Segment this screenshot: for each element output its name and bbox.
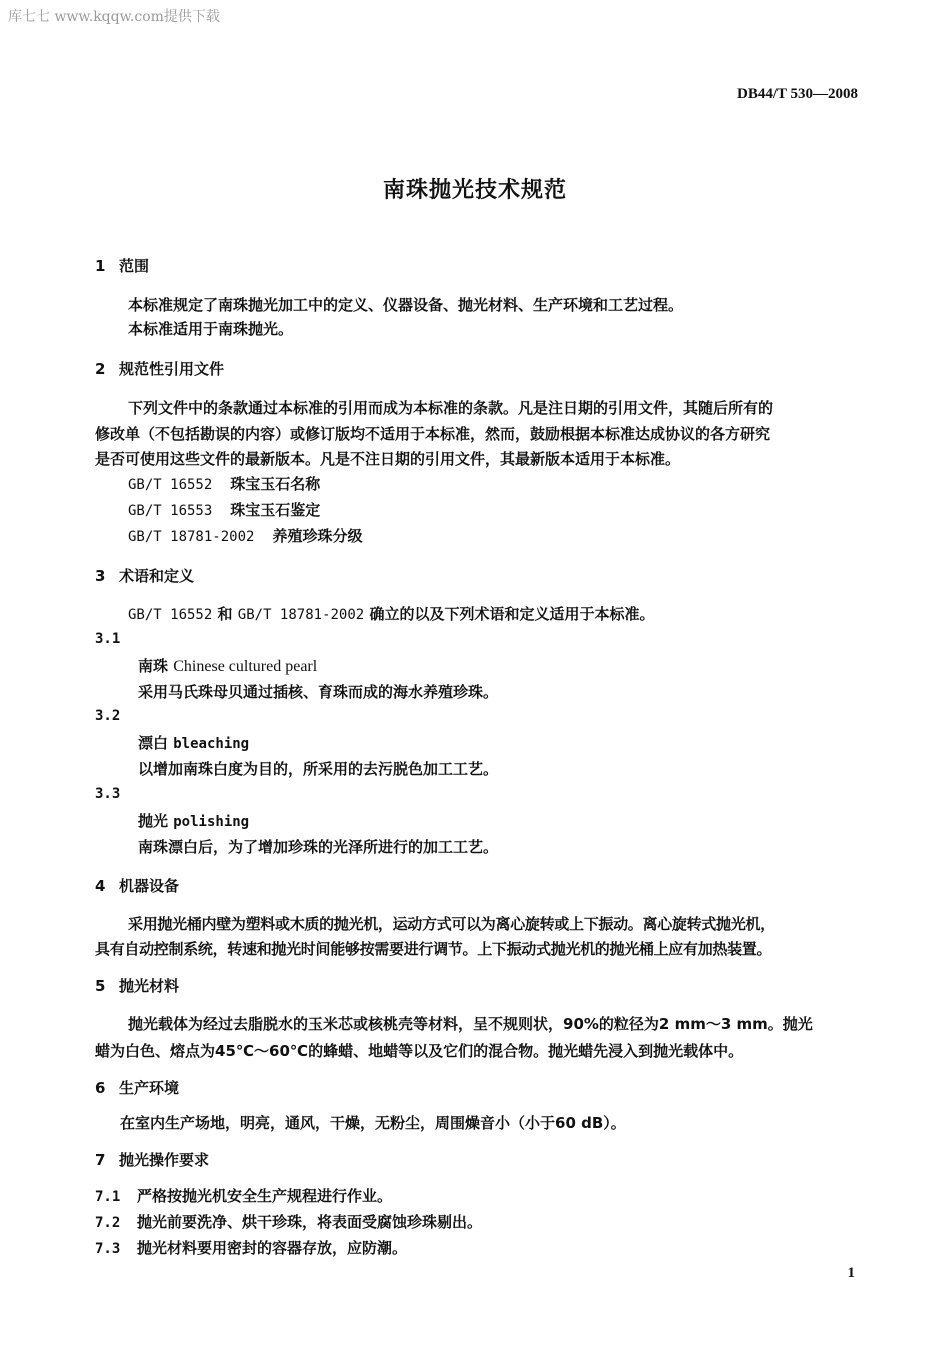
section-number: 7 xyxy=(95,1151,106,1169)
section-5-line-1: 抛光载体为经过去脂脱水的玉米芯或核桃壳等材料，呈不规则状，90%的粒径为2 mm～3 mm。抛光 xyxy=(128,1015,813,1033)
section-number: 6 xyxy=(95,1079,106,1097)
term-number: 3.3 xyxy=(95,786,121,802)
section-number: 1 xyxy=(95,257,106,275)
document-title: 南珠抛光技术规范 xyxy=(382,178,567,203)
operation-item xyxy=(95,1185,392,1206)
reference-code: GB/T 16553 xyxy=(128,503,213,519)
section-title: 范围 xyxy=(119,257,150,275)
section-3-intro xyxy=(128,603,654,624)
reference-item xyxy=(128,525,362,546)
section-6-heading xyxy=(95,1077,179,1098)
section-title: 机器设备 xyxy=(119,877,180,895)
section-6-paragraph: 在室内生产场地，明亮，通风，干燥，无粉尘，周围燥音小（小于60 dB）。 xyxy=(120,1114,626,1132)
intro-rest: 确立的以及下列术语和定义适用于本标准。 xyxy=(369,605,655,623)
reference-item xyxy=(128,473,320,494)
term-number: 3.2 xyxy=(95,708,121,724)
section-1-heading xyxy=(95,255,149,276)
operation-item xyxy=(95,1237,407,1258)
section-title: 抛光操作要求 xyxy=(119,1151,210,1169)
term-chinese: 抛光 xyxy=(138,812,169,830)
term-title xyxy=(138,810,249,831)
section-1-paragraph-2: 本标准适用于南珠抛光。 xyxy=(128,320,294,338)
term-title xyxy=(138,655,317,676)
page-number: 1 xyxy=(847,1265,855,1281)
item-text: 抛光前要洗净、烘干珍珠，将表面受腐蚀珍珠剔出。 xyxy=(137,1213,483,1231)
section-4-line-2: 具有自动控制系统，转速和抛光时间能够按需要进行调节。上下振动式抛光机的抛光桶上应有加热装置。 xyxy=(95,940,772,958)
section-2-line-2: 修改单（不包括勘误的内容）或修订版均不适用于本标准，然而，鼓励根据本标准达成协议的各方研究 xyxy=(95,425,771,443)
term-title xyxy=(138,732,249,753)
operation-item xyxy=(95,1211,482,1232)
item-number: 7.2 xyxy=(95,1215,121,1231)
term-english: polishing xyxy=(173,814,250,830)
intro-standard-a: GB/T 16552 xyxy=(128,607,213,623)
reference-item xyxy=(128,499,320,520)
section-7-heading xyxy=(95,1149,209,1170)
reference-code: GB/T 16552 xyxy=(128,477,213,493)
item-text: 抛光材料要用密封的容器存放，应防潮。 xyxy=(137,1239,408,1257)
item-number: 7.3 xyxy=(95,1241,121,1257)
section-5-heading xyxy=(95,975,179,996)
term-number: 3.1 xyxy=(95,631,121,647)
section-1-paragraph-1: 本标准规定了南珠抛光加工中的定义、仪器设备、抛光材料、生产环境和工艺过程。 xyxy=(128,296,684,314)
standard-code: DB44/T 530—2008 xyxy=(737,86,858,102)
item-number: 7.1 xyxy=(95,1189,121,1205)
term-english: Chinese cultured pearl xyxy=(173,658,318,675)
intro-and: 和 xyxy=(217,605,233,623)
reference-name: 珠宝玉石鉴定 xyxy=(230,501,321,519)
reference-code: GB/T 18781-2002 xyxy=(128,529,255,545)
section-number: 4 xyxy=(95,877,106,895)
item-text: 严格按抛光机安全生产规程进行作业。 xyxy=(137,1187,393,1205)
reference-name: 珠宝玉石名称 xyxy=(230,475,321,493)
term-english: bleaching xyxy=(173,736,250,752)
section-title: 术语和定义 xyxy=(119,567,195,585)
section-4-heading xyxy=(95,875,179,896)
section-3-heading xyxy=(95,565,194,586)
section-title: 生产环境 xyxy=(119,1079,180,1097)
section-2-heading xyxy=(95,358,224,379)
intro-standard-b: GB/T 18781-2002 xyxy=(237,607,365,623)
reference-name: 养殖珍珠分级 xyxy=(272,527,363,545)
section-5-line-2: 蜡为白色、熔点为45℃～60℃的蜂蜡、地蜡等以及它们的混合物。抛光蜡先浸入到抛光载体中。 xyxy=(95,1042,744,1060)
term-definition: 南珠漂白后，为了增加珍珠的光泽所进行的加工工艺。 xyxy=(138,838,499,856)
term-definition: 以增加南珠白度为目的，所采用的去污脱色加工工艺。 xyxy=(138,760,499,778)
watermark-text: 库七七 www.kqqw.com提供下载 xyxy=(8,9,220,25)
section-title: 规范性引用文件 xyxy=(119,360,225,378)
section-4-line-1: 采用抛光桶内壁为塑料或木质的抛光机，运动方式可以为离心旋转或上下振动。离心旋转式抛光机， xyxy=(128,915,775,933)
section-2-line-3: 是否可使用这些文件的最新版本。凡是不注日期的引用文件，其最新版本适用于本标准。 xyxy=(95,450,681,468)
section-number: 2 xyxy=(95,360,106,378)
section-number: 3 xyxy=(95,567,106,585)
section-title: 抛光材料 xyxy=(119,977,180,995)
term-chinese: 漂白 xyxy=(138,734,169,752)
section-2-line-1: 下列文件中的条款通过本标准的引用而成为本标准的条款。凡是注日期的引用文件，其随后所有的 xyxy=(128,399,774,417)
term-definition: 采用马氏珠母贝通过插核、育珠而成的海水养殖珍珠。 xyxy=(138,683,499,701)
section-number: 5 xyxy=(95,977,106,995)
term-chinese: 南珠 xyxy=(138,657,169,675)
